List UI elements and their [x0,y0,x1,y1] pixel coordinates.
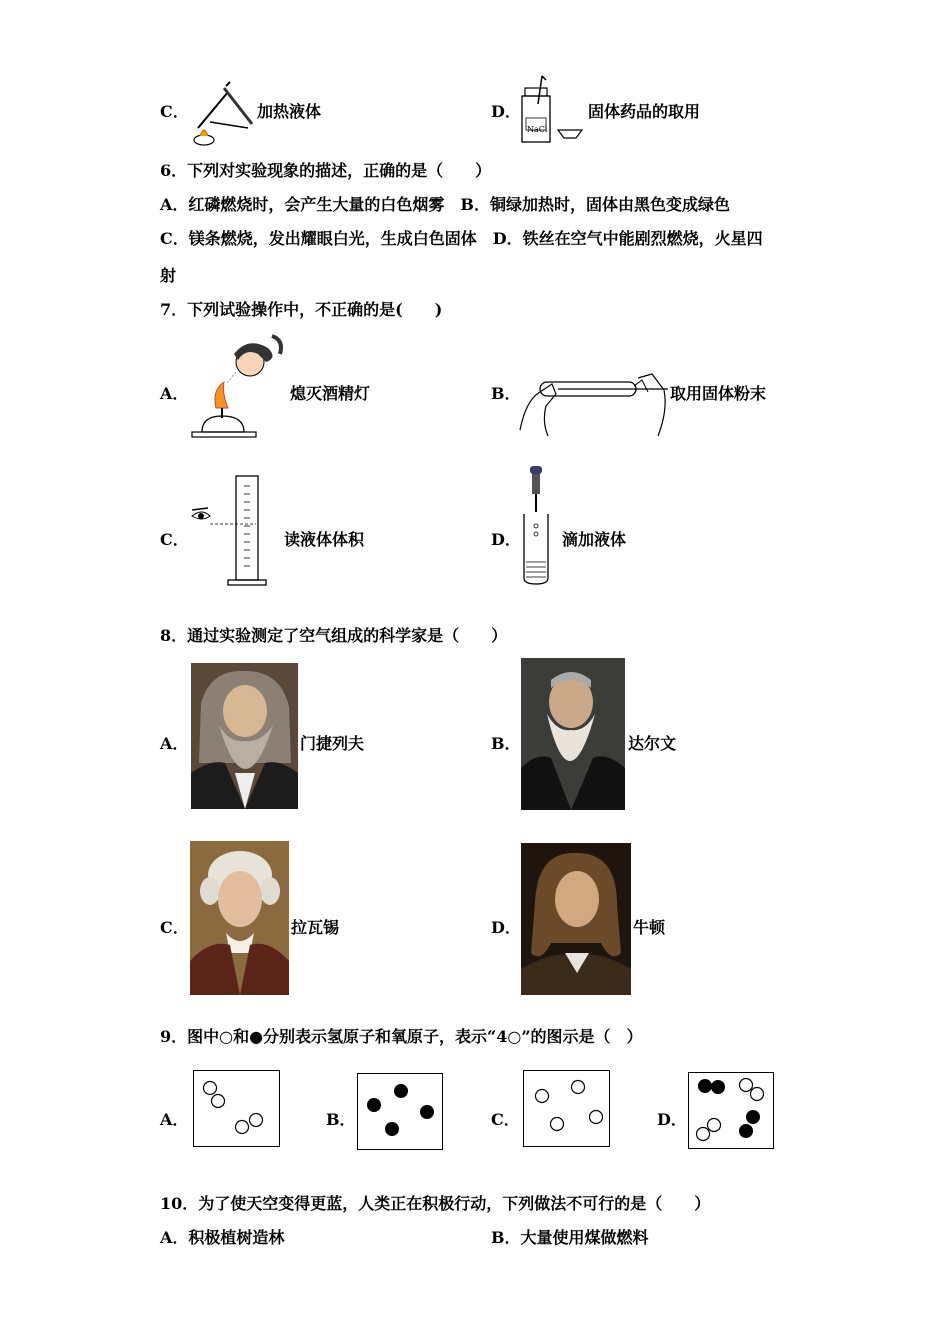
q7-option-c-label: C． [160,530,189,549]
q7-option-b-text: 取用固体粉末 [670,384,767,403]
q10-option-b: B．大量使用煤做燃料 [491,1228,649,1247]
q5-option-c-text: 加热液体 [257,102,322,121]
q9-diagram-b [357,1073,443,1150]
heating-liquid-figure [190,80,260,148]
q9-stem: 9．图中○和●分别表示氢原子和氧原子，表示“4○”的图示是（ ） [160,1027,643,1046]
q8-option-d-label: D． [491,918,521,937]
q9-option-b-label: B． [326,1110,356,1129]
q9-diagram-c [523,1070,610,1147]
q7-option-d-text: 滴加液体 [562,530,627,549]
q5-option-d-label: D． [491,102,521,121]
q8-option-a-text: 门捷列夫 [300,734,365,753]
q5-option-d-text: 固体药品的取用 [588,102,701,121]
q10-stem: 10．为了使天空变得更蓝，人类正在积极行动，下列做法不可行的是（ ） [160,1194,711,1213]
q8-option-c-label: C． [160,918,189,937]
q7-option-a-label: A． [160,384,189,403]
powder-test-tube-figure [518,370,670,442]
mendeleev-portrait [191,663,298,809]
q7-stem: 7．下列试验操作中，不正确的是( ) [160,300,443,319]
q10-option-a: A．积极植树造林 [160,1228,285,1247]
q8-option-d-text: 牛顿 [633,918,666,937]
newton-portrait [521,843,631,995]
dropper-figure [520,464,556,588]
q8-option-c-text: 拉瓦锡 [291,918,340,937]
darwin-portrait [521,658,625,810]
q9-option-d-label: D． [657,1110,687,1129]
q8-option-b-text: 达尔文 [628,734,677,753]
q9-diagram-d [688,1072,774,1149]
q8-option-a-label: A． [160,734,189,753]
q9-option-a-label: A． [160,1110,189,1129]
q8-option-b-label: B． [491,734,521,753]
q7-option-b-label: B． [491,384,521,403]
q6-options-line1: A．红磷燃烧时，会产生大量的白色烟雾 B．铜绿加热时，固体由黑色变成绿色 [160,195,730,214]
q9-option-c-label: C． [491,1110,520,1129]
q6-stem: 6．下列对实验现象的描述，正确的是（ ） [160,161,492,180]
q7-option-a-text: 熄灭酒精灯 [290,384,371,403]
q6-options-line2: C．镁条燃烧，发出耀眼白光，生成白色固体 D．铁丝在空气中能剧烈燃烧，火星四 [160,229,763,248]
q7-option-d-label: D． [491,530,521,549]
q7-option-c-text: 读液体体积 [284,530,365,549]
bottle-label: NaCl [527,125,548,134]
q9-diagram-a [193,1070,280,1147]
graduated-cylinder-figure [188,472,268,588]
q6-options-line3: 射 [160,266,177,285]
q5-option-c-label: C． [160,102,189,121]
blow-out-lamp-figure [188,332,288,446]
q8-stem: 8．通过实验测定了空气组成的科学家是（ ） [160,626,508,645]
lavoisier-portrait [190,841,289,995]
